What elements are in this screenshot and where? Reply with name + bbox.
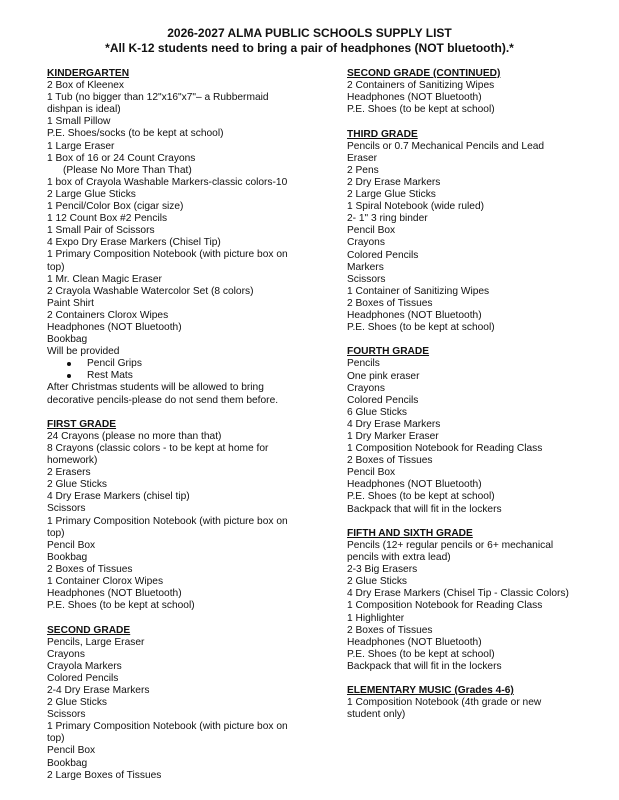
list-item: 6 Glue Sticks: [347, 406, 408, 418]
list-item: Headphones (NOT Bluetooth): [347, 92, 482, 104]
list-item: P.E. Shoes (to be kept at school): [347, 648, 495, 660]
list-item: Bookbag: [47, 757, 88, 769]
list-item: Crayola Markers: [47, 660, 122, 672]
list-item: 2 Large Boxes of Tissues: [47, 769, 162, 781]
list-item: 2 Large Glue Sticks: [47, 188, 136, 200]
bullet-item: Rest Mats: [47, 370, 309, 382]
list-item: After Christmas students will be allowed to bring: [47, 382, 264, 394]
list-item: 1 Large Eraser: [47, 140, 115, 152]
bullet-item: Pencil Grips: [47, 358, 309, 370]
list-item: 1 Container Clorox Wipes: [47, 576, 164, 588]
list-item: Pencil Box: [347, 467, 396, 479]
list-item: 2 Glue Sticks: [347, 576, 408, 588]
list-item: Headphones (NOT Bluetooth): [347, 309, 482, 321]
list-item: Pencil Box: [347, 225, 396, 237]
list-item: Crayons: [347, 382, 385, 394]
section-heading: SECOND GRADE (CONTINUED): [347, 68, 501, 79]
section-second-grade: [47, 625, 309, 782]
list-item: 2 Boxes of Tissues: [47, 563, 133, 575]
list-item: student only): [347, 709, 406, 721]
list-item: Headphones (NOT Bluetooth): [347, 636, 482, 648]
list-item: Pencils, Large Eraser: [47, 636, 145, 648]
list-item: Scissors: [47, 709, 86, 721]
list-item: 2 Pens: [347, 164, 379, 176]
list-item: Scissors: [347, 273, 386, 285]
list-item: 1 Box of 16 or 24 Count Crayons: [47, 152, 196, 164]
list-item: 4 Dry Erase Markers (Chisel Tip - Classic Colors): [347, 588, 569, 600]
list-item: 1 Mr. Clean Magic Eraser: [47, 273, 162, 285]
section-second-grade-continued: [347, 68, 582, 116]
list-item: Eraser: [347, 152, 378, 164]
list-item: 1 Dry Marker Eraser: [347, 431, 439, 442]
list-item: 2 Box of Kleenex: [47, 80, 125, 92]
list-item: 4 Dry Erase Markers (chisel tip): [47, 491, 190, 503]
left-column: [47, 68, 309, 794]
list-item: 2-4 Dry Erase Markers: [47, 684, 150, 696]
list-item: 4 Dry Erase Markers: [347, 418, 441, 430]
list-item: top): [47, 733, 65, 745]
list-item: 2 Dry Erase Markers: [347, 176, 441, 188]
list-item: 1 Small Pillow: [47, 116, 111, 128]
list-item: Bookbag: [47, 551, 88, 563]
section-heading: KINDERGARTEN: [47, 68, 130, 79]
section-first-grade: [47, 419, 309, 613]
list-item: Pencils or 0.7 Mechanical Pencils and Lead: [347, 140, 545, 152]
list-item: One pink eraser: [347, 370, 420, 382]
list-item: pencils with extra lead): [347, 552, 451, 564]
list-item: P.E. Shoes (to be kept at school): [347, 491, 495, 503]
document-header: [0, 26, 619, 56]
list-item: P.E. Shoes (to be kept at school): [347, 322, 495, 334]
list-item-note: (Please No More Than That): [63, 164, 192, 176]
list-item: Paint Shirt: [47, 297, 94, 309]
section-heading: THIRD GRADE: [347, 128, 418, 140]
list-item: 2-3 Big Erasers: [347, 564, 418, 576]
section-heading: SECOND GRADE: [47, 624, 131, 636]
list-item: Will be provided: [47, 346, 120, 358]
list-item: 2 Boxes of Tissues: [347, 297, 433, 309]
list-item: 1 Primary Composition Notebook (with picture box on: [47, 721, 288, 733]
list-item: Backpack that will fit in the lockers: [347, 660, 502, 672]
list-item: 2 Erasers: [47, 467, 91, 479]
list-item: Backpack that will fit in the lockers: [347, 503, 502, 515]
list-item: 1 Composition Notebook for Reading Class: [347, 600, 543, 612]
list-item: P.E. Shoes (to be kept at school): [47, 600, 195, 612]
list-item: 8 Crayons (classic colors - to be kept at home for: [47, 443, 269, 454]
list-item: P.E. Shoes (to be kept at school): [347, 104, 495, 116]
list-item: 2 Crayola Washable Watercolor Set (8 colors): [47, 285, 254, 297]
section-kindergarten: [47, 68, 309, 407]
list-item: top): [47, 527, 65, 539]
list-item: Pencil Box: [47, 745, 96, 757]
list-item: 1 Primary Composition Notebook (with picture box on: [47, 515, 288, 527]
list-item: Colored Pencils: [47, 672, 119, 684]
list-item: 2- 1" 3 ring binder: [347, 213, 428, 225]
list-item: 1 Pencil/Color Box (cigar size): [47, 201, 184, 213]
list-item: Headphones (NOT Bluetooth): [347, 479, 482, 491]
section-fourth-grade: [347, 346, 582, 515]
list-item: 1 box of Crayola Washable Markers-classic colors-10: [47, 176, 288, 188]
list-item: Colored Pencils: [347, 394, 419, 406]
section-heading: FIRST GRADE: [47, 418, 117, 430]
list-item: P.E. Shoes/socks (to be kept at school): [47, 128, 224, 140]
section-third-grade: [347, 129, 582, 335]
section-elementary-music: [347, 685, 582, 721]
list-item: dishpan is ideal): [47, 104, 121, 116]
list-item: Scissors: [47, 503, 86, 515]
list-item: Pencil Box: [47, 539, 96, 551]
list-item: decorative pencils-please do not send them before.: [47, 394, 279, 406]
list-item: 2 Large Glue Sticks: [347, 189, 436, 201]
headphones-notice: *All K-12 students need to bring a pair of headphones (NOT bluetooth).*: [105, 41, 514, 55]
page-title: 2026-2027 ALMA PUBLIC SCHOOLS SUPPLY LIST: [167, 26, 452, 40]
list-item: Headphones (NOT Bluetooth): [47, 588, 182, 600]
section-heading: FOURTH GRADE: [347, 346, 430, 358]
section-heading: FIFTH AND SIXTH GRADE: [347, 527, 473, 539]
list-item: Pencils: [347, 358, 380, 370]
list-item: Colored Pencils: [347, 249, 419, 261]
list-item: Pencils (12+ regular pencils or 6+ mechanical: [347, 539, 554, 551]
list-item: 2 Glue Sticks: [47, 697, 108, 709]
list-item: 1 Container of Sanitizing Wipes: [347, 285, 490, 297]
list-item: 2 Containers of Sanitizing Wipes: [347, 80, 495, 92]
section-fifth-sixth-grade: [347, 528, 582, 673]
list-item: 2 Boxes of Tissues: [347, 455, 433, 467]
list-item: 1 Composition Notebook for Reading Class: [347, 443, 543, 455]
list-item: 1 Tub (no bigger than 12"x16"x7"– a Rubbermaid: [47, 92, 269, 104]
right-column: [347, 68, 582, 734]
section-heading: ELEMENTARY MUSIC (Grades 4-6): [347, 685, 514, 697]
list-item: 4 Expo Dry Erase Markers (Chisel Tip): [47, 237, 221, 249]
list-item: 2 Glue Sticks: [47, 479, 108, 491]
list-item: 1 Primary Composition Notebook (with picture box on: [47, 249, 288, 261]
list-item: homework): [47, 455, 98, 467]
list-item: Crayons: [47, 648, 85, 660]
list-item: 2 Containers Clorox Wipes: [47, 309, 169, 321]
list-item: Markers: [347, 261, 384, 273]
list-item: Headphones (NOT Bluetooth): [47, 321, 182, 333]
list-item: 1 12 Count Box #2 Pencils: [47, 213, 168, 225]
list-item: top): [47, 261, 65, 273]
list-item: 1 Highlighter: [347, 612, 405, 624]
list-item: 2 Boxes of Tissues: [347, 624, 433, 636]
list-item: 1 Small Pair of Scissors: [47, 225, 155, 237]
list-item: Bookbag: [47, 334, 88, 346]
list-item: 24 Crayons (please no more than that): [47, 430, 222, 442]
list-item: 1 Composition Notebook (4th grade or new: [347, 697, 542, 709]
list-item: 1 Spiral Notebook (wide ruled): [347, 201, 485, 213]
list-item: Crayons: [347, 237, 385, 249]
